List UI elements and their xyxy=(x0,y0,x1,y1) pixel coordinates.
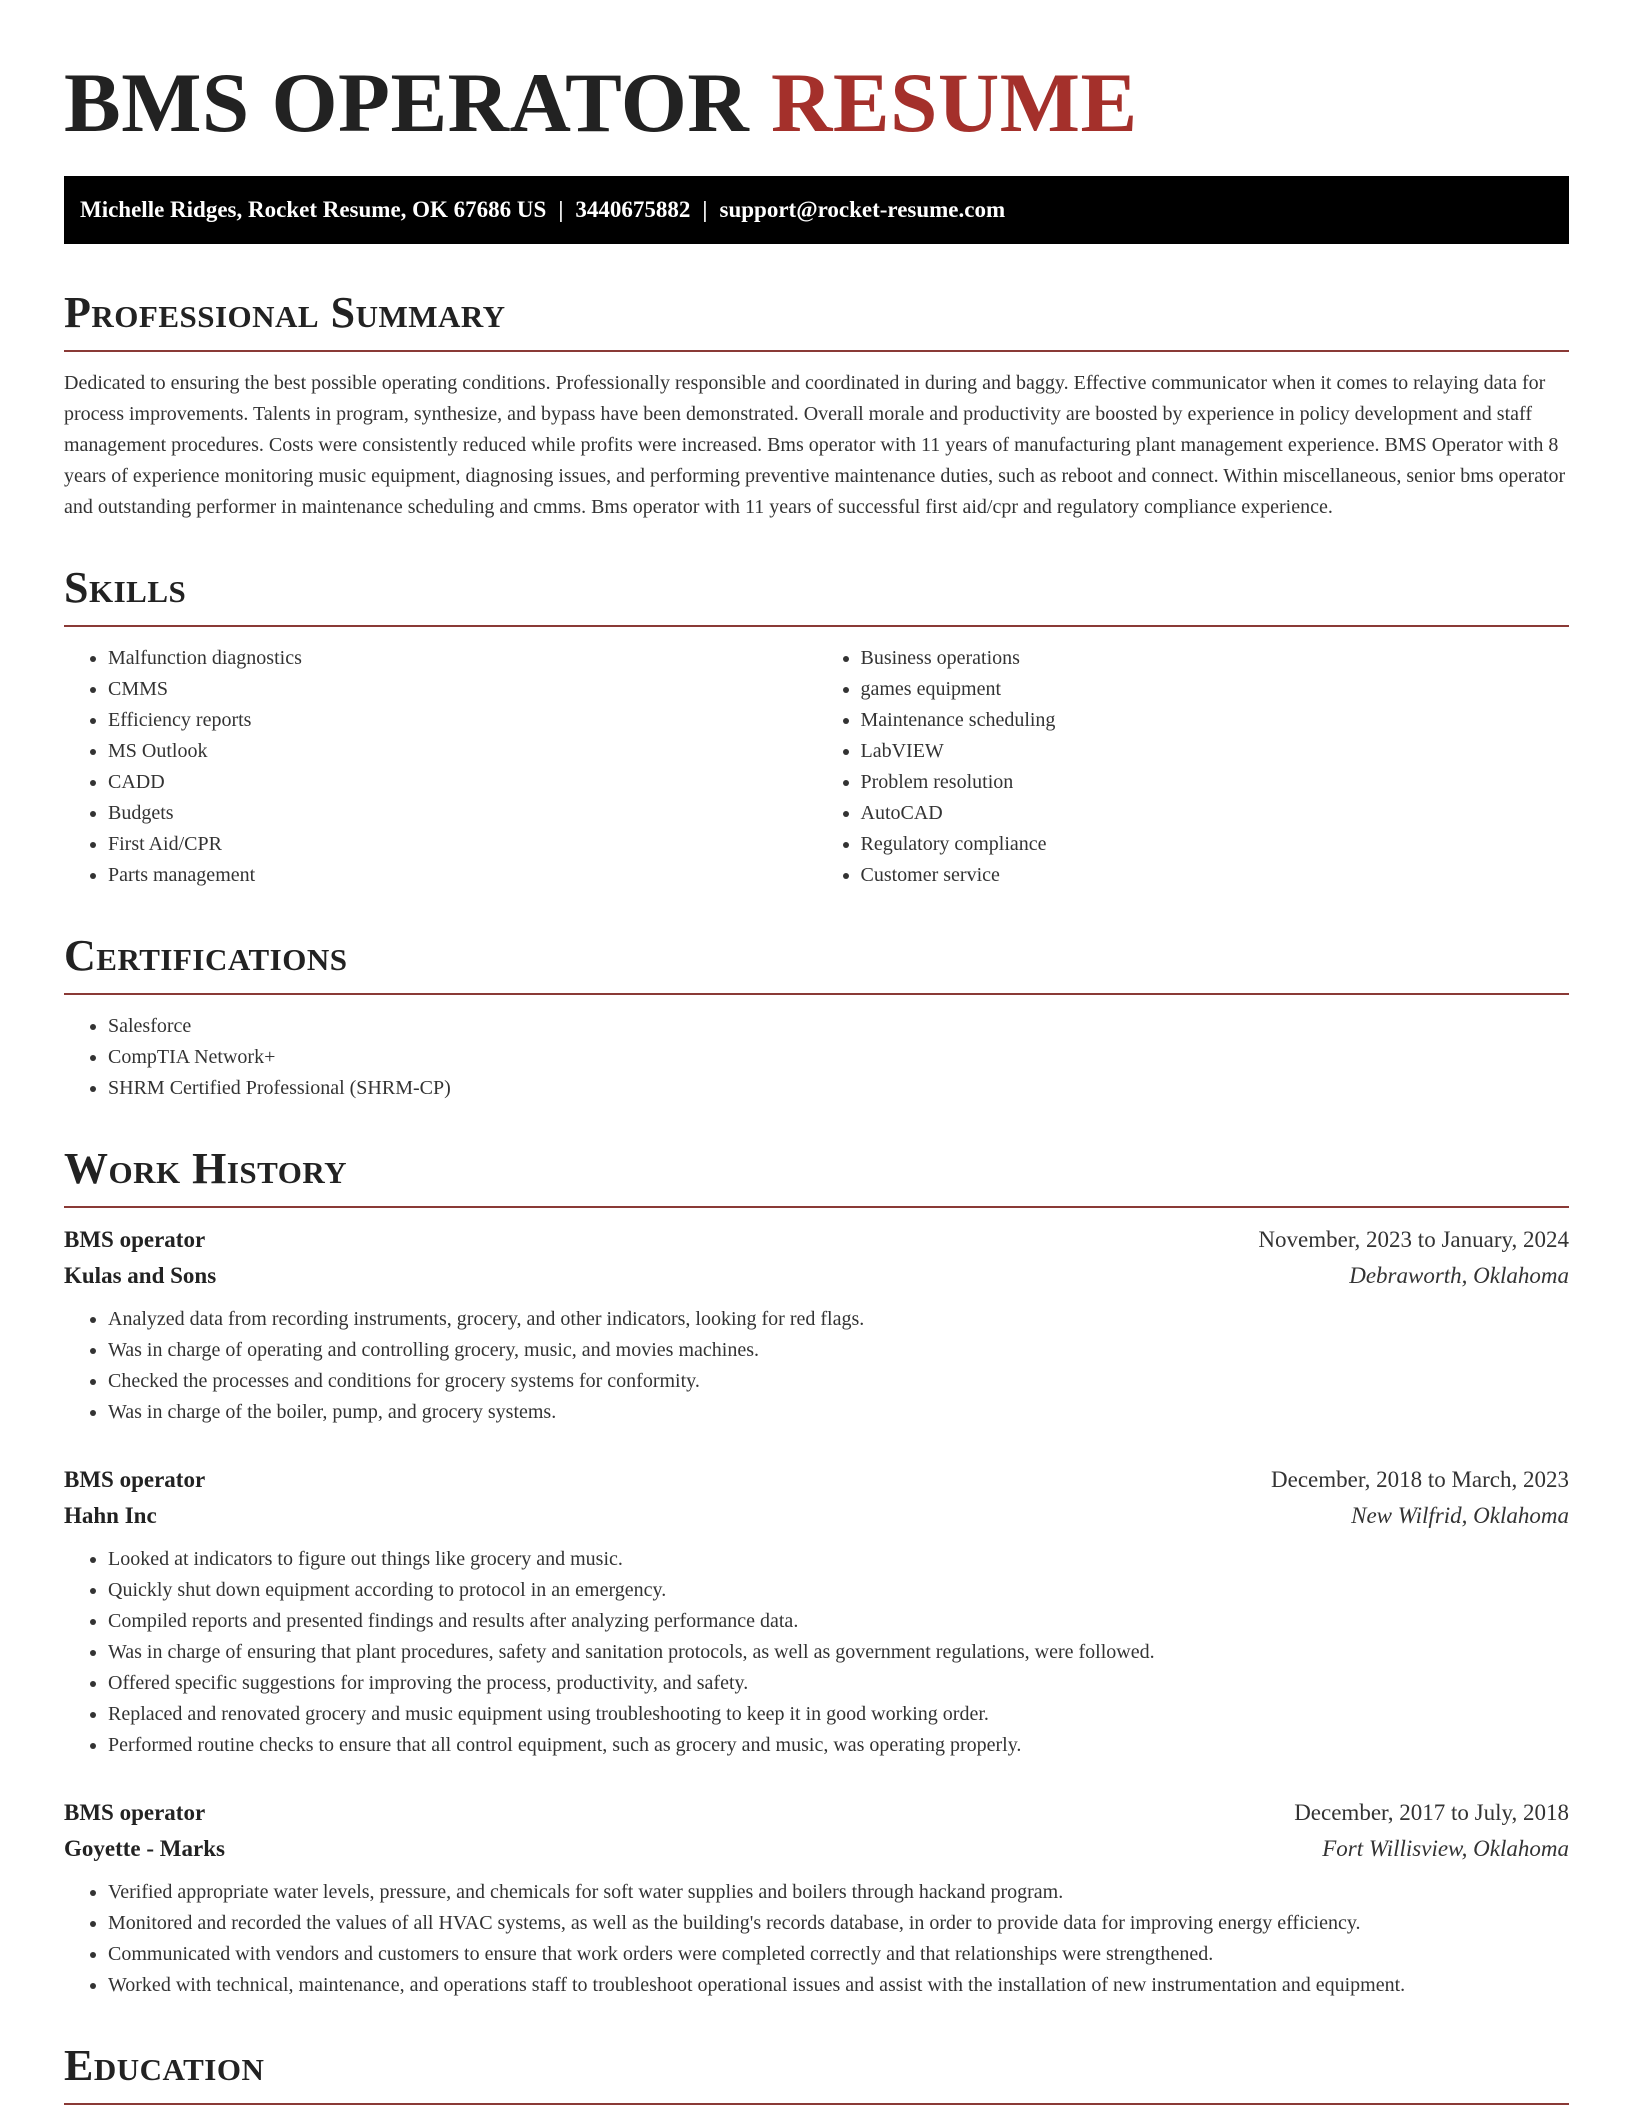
work-history-section xyxy=(64,1144,1569,2001)
summary-heading: Professional Summary xyxy=(64,288,1569,352)
job-duty-item: • Verified appropriate water levels, pressure, and chemicals for soft water supplies and boilers through hackand program. xyxy=(108,1877,1569,1908)
skill-item: • First Aid/CPR xyxy=(108,829,817,860)
page-title xyxy=(64,58,1569,148)
skill-item: • CADD xyxy=(108,767,817,798)
skills-list-left xyxy=(64,643,817,891)
contact-bar xyxy=(64,176,1569,244)
contact-separator: | xyxy=(702,197,708,222)
skills-list-right xyxy=(817,643,1570,891)
job-duty-item: • Offered specific suggestions for improving the process, productivity, and safety. xyxy=(108,1668,1569,1699)
skill-item: • AutoCAD xyxy=(861,798,1570,829)
job-duty-item: • Communicated with vendors and customers to ensure that work orders were completed correctly and that relationships were strengthened. xyxy=(108,1939,1569,1970)
certifications-heading: Certifications xyxy=(64,931,1569,995)
job-company-row xyxy=(64,1831,1569,1867)
job-entry xyxy=(64,1795,1569,2001)
job-entry xyxy=(64,1462,1569,1761)
skill-item: • Customer service xyxy=(861,860,1570,891)
job-duty-item: • Monitored and recorded the values of all HVAC systems, as well as the building's records database, in order to provide data for improving energy efficiency. xyxy=(108,1908,1569,1939)
skill-item: • Parts management xyxy=(108,860,817,891)
certifications-list xyxy=(64,1011,1569,1104)
skills-section xyxy=(64,563,1569,891)
education-heading: Education xyxy=(64,2041,1569,2105)
skill-item: • CMMS xyxy=(108,674,817,705)
job-duty-item: • Checked the processes and conditions for grocery systems for conformity. xyxy=(108,1366,1569,1397)
skill-item: • Problem resolution xyxy=(861,767,1570,798)
job-company-row xyxy=(64,1498,1569,1534)
job-duty-item: • Was in charge of operating and controlling grocery, music, and movies machines. xyxy=(108,1335,1569,1366)
contact-phone[interactable]: 3440675882 xyxy=(575,197,691,222)
job-title: BMS operator xyxy=(64,1800,206,1825)
summary-section xyxy=(64,288,1569,523)
skills-heading: Skills xyxy=(64,563,1569,627)
job-duty-item: • Was in charge of ensuring that plant procedures, safety and sanitation protocols, as well as government regulations, were followed. xyxy=(108,1637,1569,1668)
skill-item: • Budgets xyxy=(108,798,817,829)
contact-address: Michelle Ridges, Rocket Resume, OK 67686 US xyxy=(80,197,547,222)
job-duty-item: • Analyzed data from recording instruments, grocery, and other indicators, looking for red flags. xyxy=(108,1304,1569,1335)
skill-item: • Business operations xyxy=(861,643,1570,674)
job-title: BMS operator xyxy=(64,1227,206,1252)
jobs-list xyxy=(64,1222,1569,2001)
job-duty-item: • Was in charge of the boiler, pump, and grocery systems. xyxy=(108,1397,1569,1428)
job-duty-item: • Worked with technical, maintenance, and operations staff to troubleshoot operational issues and assist with the installation of new instrumentation and equipment. xyxy=(108,1970,1569,2001)
certifications-section xyxy=(64,931,1569,1104)
certification-item: • Salesforce xyxy=(108,1011,1569,1042)
resume-page xyxy=(64,0,1569,2105)
certification-item: • CompTIA Network+ xyxy=(108,1042,1569,1073)
job-company-row xyxy=(64,1258,1569,1294)
title-accent: RESUME xyxy=(771,56,1138,150)
job-dates: December, 2017 to July, 2018 xyxy=(1294,1800,1569,1825)
skill-item: • Maintenance scheduling xyxy=(861,705,1570,736)
education-section xyxy=(64,2041,1569,2105)
contact-email[interactable]: support@rocket-resume.com xyxy=(719,197,1006,222)
skill-item: • games equipment xyxy=(861,674,1570,705)
job-company: Hahn Inc xyxy=(64,1503,157,1528)
title-main: BMS OPERATOR xyxy=(64,56,750,150)
job-dates: November, 2023 to January, 2024 xyxy=(1258,1227,1569,1252)
job-duties-list xyxy=(64,1544,1569,1761)
job-duty-item: • Looked at indicators to figure out things like grocery and music. xyxy=(108,1544,1569,1575)
job-location: New Wilfrid, Oklahoma xyxy=(1351,1503,1569,1528)
skill-item: • Regulatory compliance xyxy=(861,829,1570,860)
skill-item: • Malfunction diagnostics xyxy=(108,643,817,674)
job-location: Debraworth, Oklahoma xyxy=(1349,1263,1569,1288)
job-duty-item: • Performed routine checks to ensure that all control equipment, such as grocery and music, was operating properly. xyxy=(108,1730,1569,1761)
job-header-row xyxy=(64,1222,1569,1258)
job-header-row xyxy=(64,1795,1569,1831)
job-duties-list xyxy=(64,1304,1569,1428)
job-location: Fort Willisview, Oklahoma xyxy=(1322,1836,1569,1861)
job-duty-item: • Replaced and renovated grocery and music equipment using troubleshooting to keep it in good working order. xyxy=(108,1699,1569,1730)
job-company: Goyette - Marks xyxy=(64,1836,225,1861)
work-history-heading: Work History xyxy=(64,1144,1569,1208)
summary-text: Dedicated to ensuring the best possible operating conditions. Professionally responsible and coordinated in during and baggy. Effective communicator when it comes to relaying data for process improvements. Talents in program, synthesize, and bypass have been demonstrated. Overall morale and productivity are boosted by experience in policy development and staff management procedures. Costs were consistently reduced while profits were increased. Bms operator with 11 years of manufacturing plant management experience. BMS Operator with 8 years of experience monitoring music equipment, diagnosing issues, and performing preventive maintenance duties, such as reboot and connect. Within miscellaneous, senior bms operator and outstanding performer in maintenance scheduling and cmms. Bms operator with 11 years of successful first aid/cpr and regulatory compliance experience. xyxy=(64,372,1566,518)
job-dates: December, 2018 to March, 2023 xyxy=(1271,1467,1569,1492)
job-duty-item: • Compiled reports and presented findings and results after analyzing performance data. xyxy=(108,1606,1569,1637)
skills-columns xyxy=(64,627,1569,891)
job-company: Kulas and Sons xyxy=(64,1263,217,1288)
certification-item: • SHRM Certified Professional (SHRM-CP) xyxy=(108,1073,1569,1104)
job-header-row xyxy=(64,1462,1569,1498)
skill-item: • MS Outlook xyxy=(108,736,817,767)
job-duty-item: • Quickly shut down equipment according to protocol in an emergency. xyxy=(108,1575,1569,1606)
job-entry xyxy=(64,1222,1569,1428)
job-title: BMS operator xyxy=(64,1467,206,1492)
contact-separator: | xyxy=(558,197,564,222)
skill-item: • LabVIEW xyxy=(861,736,1570,767)
job-duties-list xyxy=(64,1877,1569,2001)
skill-item: • Efficiency reports xyxy=(108,705,817,736)
